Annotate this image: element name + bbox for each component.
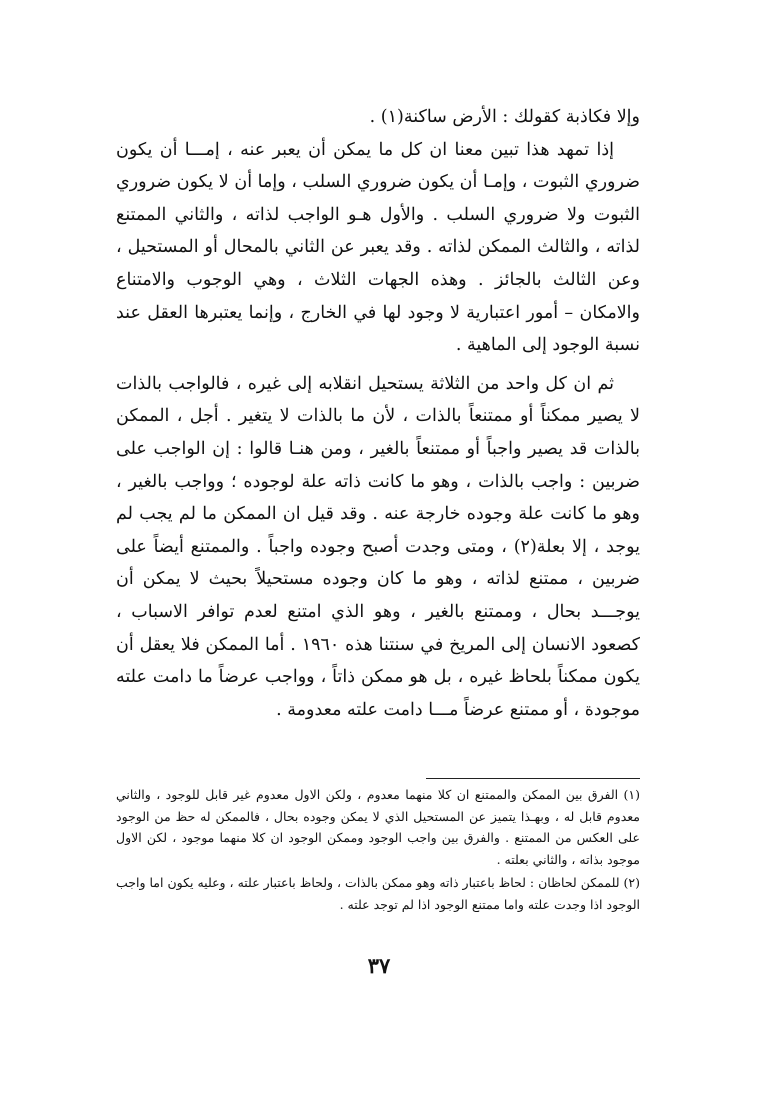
main-text [116,101,640,726]
footnotes [116,784,640,916]
paragraph-1: وإلا فكاذبة كقولك : الأرض ساكنة(١) . [369,107,640,127]
paragraph-2: إذا تمهد هذا تبين معنا ان كل ما يمكن أن يعبر عنه ، إمـــا أن يكون ضروري الثبوت ، وإمـا أن يكون ضروري السلب ، وإما أن لا يكون ضروري الثبوت ولا ضروري السلب . والأول هـو الواجب لذاته ، والثاني الممتنع لذاته ، والثالث الممكن لذاته . وقد يعبر عن الثاني بالمحال أو المستحيل ، وعن الثالث بالجائز . وهذه الجهات الثلاث ، وهي الوجوب والامتناع والامكان – أمور اعتبارية لا وجود لها في الخارج ، وإنما يعتبرها العقل عند نسبة الوجود إلى الماهية . [116,139,640,356]
footnote-2: (٢) للممكن لحاظان : لحاظ باعتبار ذاته وهو ممكن بالذات ، ولحاظ باعتبار علته ، وعليه يكون اما واجب الوجود اذا وجدت علته واما ممتنع الوجود اذا لم توجد علته . [116,875,640,912]
paragraph-3: ثم ان كل واحد من الثلاثة يستحيل انقلابه إلى غيره ، فالواجب بالذات لا يصير ممكناً أو ممتنعاً بالذات ، لأن ما بالذات لا يتغير . أجل ، الممكن بالذات قد يصير واجباً أو ممتنعاً بالغير ، ومن هنـا قالوا : إن الواجب على ضربين : واجب بالذات ، وهو ما كانت ذاته علة لوجوده ؛ وواجب بالغير ، وهو ما كانت علة وجوده خارجة عنه . وقد قيل ان الممكن ما لم يجب لم يوجد ، إلا بعلة(٢) ، ومتى وجدت أصبح وجوده واجباً . والممتنع أيضاً على ضربين ، ممتنع لذاته ، وهو ما كان وجوده مستحيلاً بحيث لا يمكن أن يوجـــد بحال ، وممتنع بالغير ، وهو الذي امتنع لعدم توافر الاسباب ، كصعود الانسان إلى المريخ في سنتنا هذه ١٩٦٠ . أما الممكن فلا يعقل أن يكون ممكناً بلحاظ غيره ، بل هو ممكن ذاتاً ، وواجب عرضاً ما دامت علته موجودة ، أو ممتنع عرضاً مـــا دامت علته معدومة . [116,373,640,720]
footnote-1: (١) الفرق بين الممكن والممتنع ان كلا منهما معدوم ، ولكن الاول معدوم غير قابل للوجود ، والثاني معدوم قابل له ، وبهـذا يتميز عن المستحيل الذي لا يمكن وجوده بحال ، فالممكن له حظ من الوجود على العكس من الممتنع . والفرق بين واجب الوجود وممكن الوجود ان كلا منهما موجود ، لكن الاول موجود بذاته ، والثاني بعلته . [116,787,640,867]
page-number: ٣٧ [367,953,391,978]
footnote-divider [426,778,640,779]
